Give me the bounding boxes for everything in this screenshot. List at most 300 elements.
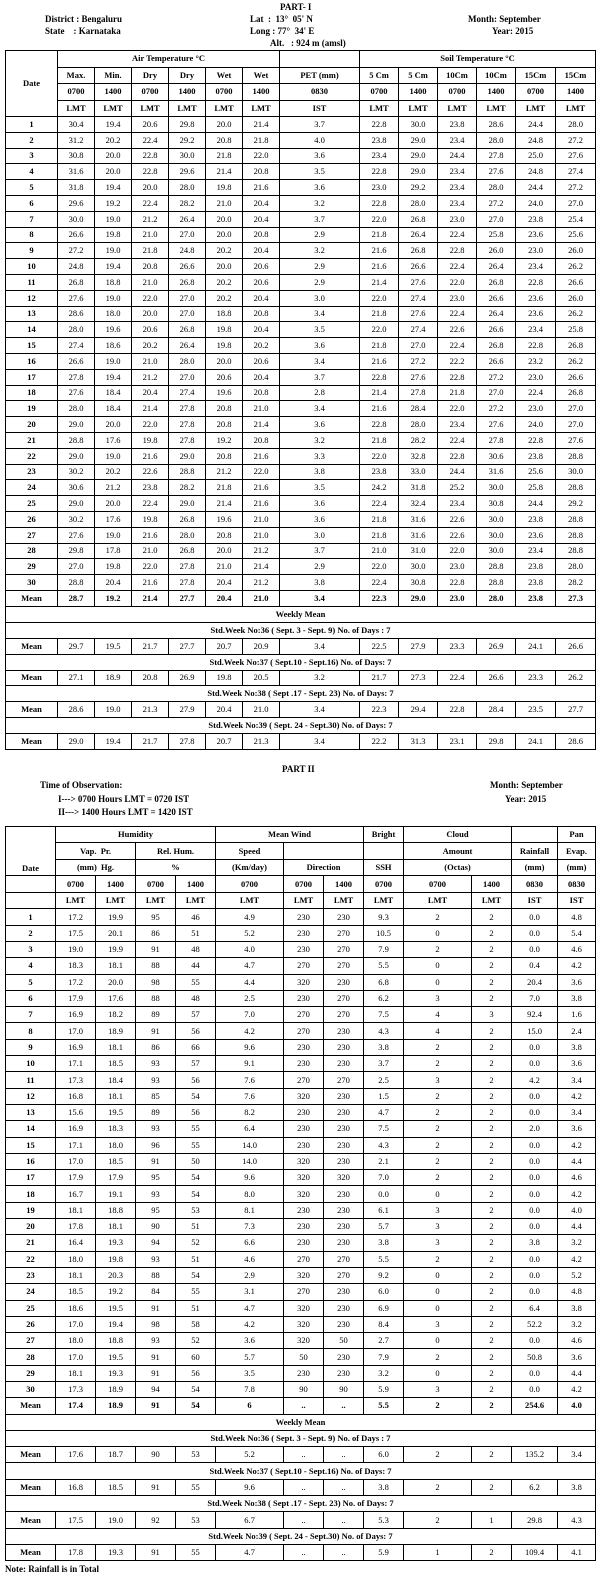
table-cell: 31.8 [58,180,95,196]
p2-time-header: 0700 [136,876,176,893]
table-cell: 17.0 [56,1349,96,1365]
table-cell: 93 [136,1251,176,1267]
p1-time-header: 1400 [556,84,596,101]
table-cell: 2 [472,1267,512,1283]
table-cell: 2.5 [364,1072,404,1088]
table-cell: 94 [136,1235,176,1251]
p2-time-header: 0700 [216,876,284,893]
rainfall-header: Rainfall [512,843,558,860]
table-cell: 3.5 [216,1365,284,1381]
table-cell: 23.6 [516,290,556,306]
table-row [6,353,596,369]
week-mean-cell: .. [324,1479,364,1495]
table-cell: 21.0 [132,227,169,243]
part2-header [0,750,600,826]
table-cell: 18.4 [96,1072,136,1088]
table-cell: 2 [404,1137,472,1153]
table-cell: 22.6 [438,527,477,543]
table-cell: 26.8 [556,338,596,354]
week-mean-cell: 19.3 [96,1544,136,1560]
p1-time-header: 1400 [95,84,132,101]
mean-cell: 19.2 [95,590,132,606]
table-cell: 22.8 [438,575,477,591]
table-row [6,958,596,974]
table-row [6,117,596,133]
p1-unit-header: IST [280,100,360,117]
row-date: 3 [6,941,56,957]
week-mean-cell: 28.6 [58,702,95,718]
week-mean-cell: Mean [6,1479,56,1495]
table-cell: 4.2 [558,958,596,974]
table-cell: 7.8 [216,1382,284,1398]
week-mean-cell: 23.3 [516,670,556,686]
table-cell: 21.8 [360,511,399,527]
table-cell: 51 [176,1300,216,1316]
part1-title: PART- I [280,2,312,12]
table-cell: 4.2 [216,1316,284,1332]
table-cell: 3.6 [280,496,360,512]
table-cell: 33.0 [399,464,438,480]
table-cell: 23.0 [516,369,556,385]
table-cell: 20.4 [243,322,280,338]
table-cell: 26.6 [477,353,516,369]
p1-unit-header: LMT [399,100,438,117]
table-cell: 16.9 [56,1007,96,1023]
table-cell: 23.8 [438,117,477,133]
table-row [6,1316,596,1332]
table-cell: 27.8 [169,575,206,591]
table-cell: 28.6 [477,117,516,133]
table-cell: 230 [284,1056,324,1072]
p1-time-header: 1400 [477,84,516,101]
ssh-header: SSH [364,859,404,876]
table-cell: 28.0 [477,132,516,148]
table-cell: 19.8 [206,180,243,196]
table-row [6,1137,596,1153]
table-cell: 3.3 [280,448,360,464]
table-cell: 25.8 [556,322,596,338]
table-cell: 18.1 [56,1202,96,1218]
table-cell: 20.2 [206,243,243,259]
table-cell: 22.8 [360,417,399,433]
table-cell: 21.8 [206,480,243,496]
std-week-label: Std.Week No:36 ( Sept. 3 - Sept. 9) No. of Days : 7 [6,622,596,638]
table-cell: 22.2 [438,353,477,369]
table-cell: 27.0 [58,559,95,575]
p2-time-header: 0830 [558,876,596,893]
table-cell: 23.8 [516,559,556,575]
table-cell: 0.0 [364,1186,404,1202]
week-mean-cell: 23.5 [516,702,556,718]
air-temperature-header: Air Temperature °C [58,51,280,68]
table-cell: 2 [404,1039,472,1055]
table-cell: 320 [284,1170,324,1186]
p1-time-header: 1400 [169,84,206,101]
table-cell: 3 [404,990,472,1006]
table-row [6,1121,596,1137]
table-cell: 23.0 [438,559,477,575]
week-mean-cell: 26.6 [477,670,516,686]
table-cell: 20.8 [206,417,243,433]
table-cell: 20.0 [206,259,243,275]
table-cell: 22.4 [438,306,477,322]
table-cell: 25.0 [516,148,556,164]
table-cell: 19.2 [95,195,132,211]
table-cell: 28.8 [556,480,596,496]
table-cell: 26.8 [399,211,438,227]
table-cell: 3.8 [280,575,360,591]
row-date: 25 [6,1300,56,1316]
table-cell: 28.8 [556,527,596,543]
table-cell: 2 [472,1186,512,1202]
table-cell: 93 [136,1186,176,1202]
table-cell: 9.2 [364,1267,404,1283]
table-row [6,1333,596,1349]
table-cell: 230 [284,1137,324,1153]
row-date: 11 [6,274,58,290]
table-cell: 27.4 [58,338,95,354]
table-cell: 48 [176,990,216,1006]
table-cell: 6.4 [512,1300,558,1316]
week-mean-cell: 1 [472,1512,512,1528]
table-cell: 19.4 [95,369,132,385]
p2-unit-header: IST [512,892,558,909]
table-cell: 21.0 [132,543,169,559]
week-mean-cell: 2 [404,1479,472,1495]
table-cell: 51 [176,925,216,941]
table-cell: 27.0 [477,211,516,227]
table-cell: 23.0 [516,243,556,259]
table-cell: 20.4 [243,369,280,385]
table-cell: 21.4 [360,274,399,290]
table-cell: 26.4 [169,338,206,354]
table-row [6,1039,596,1055]
row-date: 26 [6,511,58,527]
table-cell: 27.0 [556,401,596,417]
humidity-header: Humidity [56,826,216,843]
week-mean-cell: 23.3 [438,638,477,654]
table-cell: 2 [404,1088,472,1104]
table-cell: 20.8 [243,164,280,180]
district: District : Bengaluru [45,14,122,24]
week-mean-cell: 19.8 [206,670,243,686]
table-cell: 30.0 [169,148,206,164]
table-cell: 27.8 [58,369,95,385]
table-cell: 18.0 [56,1333,96,1349]
p2-time-header: 0700 [284,876,324,893]
std-week-label: Std.Week No:39 ( Sept. 24 - Sept.30) No. of Days: 7 [6,1528,596,1544]
table-cell: 28.0 [556,117,596,133]
week-mean-cell: 26.9 [169,670,206,686]
table-cell: 48 [176,941,216,957]
table-cell: 28.4 [399,401,438,417]
table-cell: 7.3 [216,1219,284,1235]
row-date: 11 [6,1072,56,1088]
table-cell: 3.4 [280,401,360,417]
row-date: 2 [6,132,58,148]
table-cell: 17.9 [96,1170,136,1186]
table-cell: 2 [472,1382,512,1398]
table-cell: 31.6 [58,164,95,180]
table-cell: 22.0 [438,543,477,559]
week-mean-row [6,702,596,718]
table-cell: 21.0 [243,511,280,527]
table-cell: 84 [136,1284,176,1300]
p1-col-header: Min. [95,67,132,84]
table-cell: 3.4 [558,1072,596,1088]
table-cell: 28.2 [556,575,596,591]
table-cell: 21.6 [132,575,169,591]
table-cell: 21.8 [438,385,477,401]
mean-row [6,590,596,606]
table-cell: 19.1 [96,1186,136,1202]
table-cell: 4.7 [364,1104,404,1120]
table-cell: 0.0 [512,1088,558,1104]
table-cell: 20.6 [243,259,280,275]
week-mean-cell: 92 [136,1512,176,1528]
table-cell: 20.4 [206,575,243,591]
table-cell: 27.8 [169,417,206,433]
table-cell: 230 [324,1088,364,1104]
week-mean-cell: Mean [6,670,58,686]
table-cell: 3.1 [216,1284,284,1300]
p1-date-header: Date [6,51,58,117]
table-cell: 27.6 [477,164,516,180]
table-cell: 2 [472,1316,512,1332]
table-cell: 320 [324,1170,364,1186]
table-cell: 0.0 [512,1104,558,1120]
row-date: 9 [6,243,58,259]
part1-header [0,0,600,50]
table-cell: 3 [404,1219,472,1235]
table-cell: 20.4 [512,974,558,990]
table-cell: 230 [284,1039,324,1055]
table-cell: 230 [284,1121,324,1137]
table-cell: 28.2 [169,195,206,211]
mean-cell: 23.8 [516,590,556,606]
table-cell: 23.0 [516,401,556,417]
table-cell: 3.8 [280,464,360,480]
table-cell: 20.4 [132,385,169,401]
table-cell: 3.5 [280,164,360,180]
table-cell: 19.0 [56,941,96,957]
table-cell: 19.2 [96,1284,136,1300]
table-cell: 320 [284,1186,324,1202]
table-row [6,1088,596,1104]
p1-unit-header: LMT [132,100,169,117]
table-cell: 27.2 [58,243,95,259]
week-mean-cell: Mean [6,1512,56,1528]
row-date: 3 [6,148,58,164]
table-cell: 55 [176,1137,216,1153]
mean-cell: 5.5 [364,1398,404,1414]
table-cell: 24.0 [516,195,556,211]
table-cell: 5.7 [216,1349,284,1365]
p2-time-header: 1400 [96,876,136,893]
p1-unit-header: LMT [243,100,280,117]
week-mean-cell: .. [324,1447,364,1463]
table-cell: 10.5 [364,925,404,941]
table-cell: 9.6 [216,1170,284,1186]
week-mean-cell: 135.2 [512,1447,558,1463]
table-cell: 29.2 [556,496,596,512]
table-cell: 3.7 [280,369,360,385]
table-cell: 20.0 [95,164,132,180]
table-cell: 30.4 [58,117,95,133]
row-date: 8 [6,1023,56,1039]
std-week-label: Std.Week No:38 ( Sept .17 - Sept. 23) No. of Days: 7 [6,686,596,702]
table-cell: 21.0 [132,353,169,369]
table-cell: 27.6 [399,306,438,322]
p1-col-header: 15Cm [556,67,596,84]
table-cell: 0 [404,1300,472,1316]
table-cell: 6.9 [364,1300,404,1316]
table-cell: 91 [136,1349,176,1365]
row-date: 5 [6,180,58,196]
p1-time-header: 0830 [280,84,360,101]
table-cell: 18.6 [56,1300,96,1316]
table-cell: 28.8 [477,559,516,575]
table-cell: 3.0 [280,290,360,306]
rainfall-note: Note: Rainfall is in Total [5,1564,100,1574]
table-cell: 230 [324,1153,364,1169]
table-cell: 3.7 [280,543,360,559]
std-week-label: Std.Week No:36 ( Sept. 3 - Sept. 9) No. of Days : 7 [6,1430,596,1446]
table-cell: 95 [136,1170,176,1186]
table-cell: 26.8 [169,322,206,338]
table-cell: 86 [136,1039,176,1055]
table-cell: 27.6 [58,385,95,401]
table-cell: 3.6 [280,148,360,164]
week-mean-cell: 9.6 [216,1479,284,1495]
table-cell: 19.9 [96,909,136,925]
table-cell: 4.4 [558,1153,596,1169]
table-cell: 20.0 [95,148,132,164]
table-row [6,464,596,480]
table-cell: 2 [472,1300,512,1316]
table-cell: 27.0 [169,227,206,243]
table-cell: 17.5 [56,925,96,941]
p1-col-header: PET (mm) [280,67,360,84]
mean-cell: 29.0 [399,590,438,606]
table-cell: 21.8 [360,527,399,543]
table-cell: 26.8 [477,338,516,354]
evap-mm-header: (mm) [558,859,596,876]
rainfall-spacer [512,826,558,843]
table-cell: 4 [404,1007,472,1023]
mean-cell: 17.4 [56,1398,96,1414]
p2-time-header: 0700 [364,876,404,893]
table-row [6,227,596,243]
pct-header: % [136,859,216,876]
table-cell: 91 [136,1365,176,1381]
table-cell: 2 [404,1121,472,1137]
table-cell: 20.0 [132,306,169,322]
table-cell: 2 [472,909,512,925]
table-cell: 21.8 [360,338,399,354]
p1-col-header: 10Cm [438,67,477,84]
table-cell: 20.6 [243,274,280,290]
table-cell: 19.5 [96,1349,136,1365]
table-cell: 0 [404,1267,472,1283]
table-row [6,1382,596,1398]
table-cell: 18.5 [96,1056,136,1072]
table-cell: 2 [404,1251,472,1267]
table-cell: 7.9 [364,941,404,957]
table-cell: 18.6 [95,338,132,354]
table-cell: 3.8 [558,990,596,1006]
table-cell: 22.4 [132,195,169,211]
table-cell: 53 [176,1202,216,1218]
part1-year: Year: 2015 [492,26,534,36]
table-cell: 89 [136,1104,176,1120]
table-row [6,385,596,401]
table-cell: 270 [324,990,364,1006]
table-cell: 50 [176,1153,216,1169]
week-mean-cell: 27.8 [169,734,206,750]
table-cell: 20.4 [243,195,280,211]
table-cell: 23.8 [516,575,556,591]
table-cell: 9.3 [364,909,404,925]
table-cell: 44 [176,958,216,974]
table-cell: 5.7 [364,1219,404,1235]
table-cell: 22.0 [438,274,477,290]
table-cell: 27.0 [556,195,596,211]
table-cell: 28.8 [58,432,95,448]
table-cell: 98 [136,974,176,990]
table-cell: 28.8 [556,448,596,464]
table-cell: 20.8 [206,401,243,417]
table-cell: 0.0 [512,1219,558,1235]
table-cell: 17.6 [96,990,136,1006]
std-week-label: Std.Week No:38 ( Sept .17 - Sept. 23) No. of Days: 7 [6,1496,596,1512]
week-mean-cell: 5.3 [364,1512,404,1528]
table-row [6,211,596,227]
table-cell: 52 [176,1235,216,1251]
table-cell: 25.8 [516,480,556,496]
table-cell: 270 [324,1251,364,1267]
table-row [6,417,596,433]
table-cell: 16.9 [56,1121,96,1137]
mmhg-header: (mm) Hg. [56,859,136,876]
week-mean-cell: 17.5 [56,1512,96,1528]
table-cell: 23.6 [516,527,556,543]
table-cell: 24.8 [58,259,95,275]
week-mean-row [6,638,596,654]
table-cell: 22.4 [438,338,477,354]
table-cell: 23.4 [438,180,477,196]
table-row [6,1170,596,1186]
table-cell: 22.8 [360,164,399,180]
table-cell: 0.0 [512,1153,558,1169]
p2-time-header: 0700 [56,876,96,893]
table-cell: 0 [404,1284,472,1300]
table-cell: 92.4 [512,1007,558,1023]
table-cell: 3.6 [280,417,360,433]
table-cell: 15.6 [56,1104,96,1120]
table-cell: 17.8 [95,543,132,559]
table-cell: 0.0 [512,1137,558,1153]
week-mean-cell: 24.1 [516,638,556,654]
table-cell: 22.8 [516,338,556,354]
table-cell: 2 [404,1153,472,1169]
table-cell: 20.8 [243,385,280,401]
week-mean-cell: 4.7 [216,1544,284,1560]
table-cell: 29.0 [399,164,438,180]
table-cell: 20.0 [206,117,243,133]
week-mean-cell: 2 [404,1512,472,1528]
table-cell: 21.0 [360,543,399,559]
